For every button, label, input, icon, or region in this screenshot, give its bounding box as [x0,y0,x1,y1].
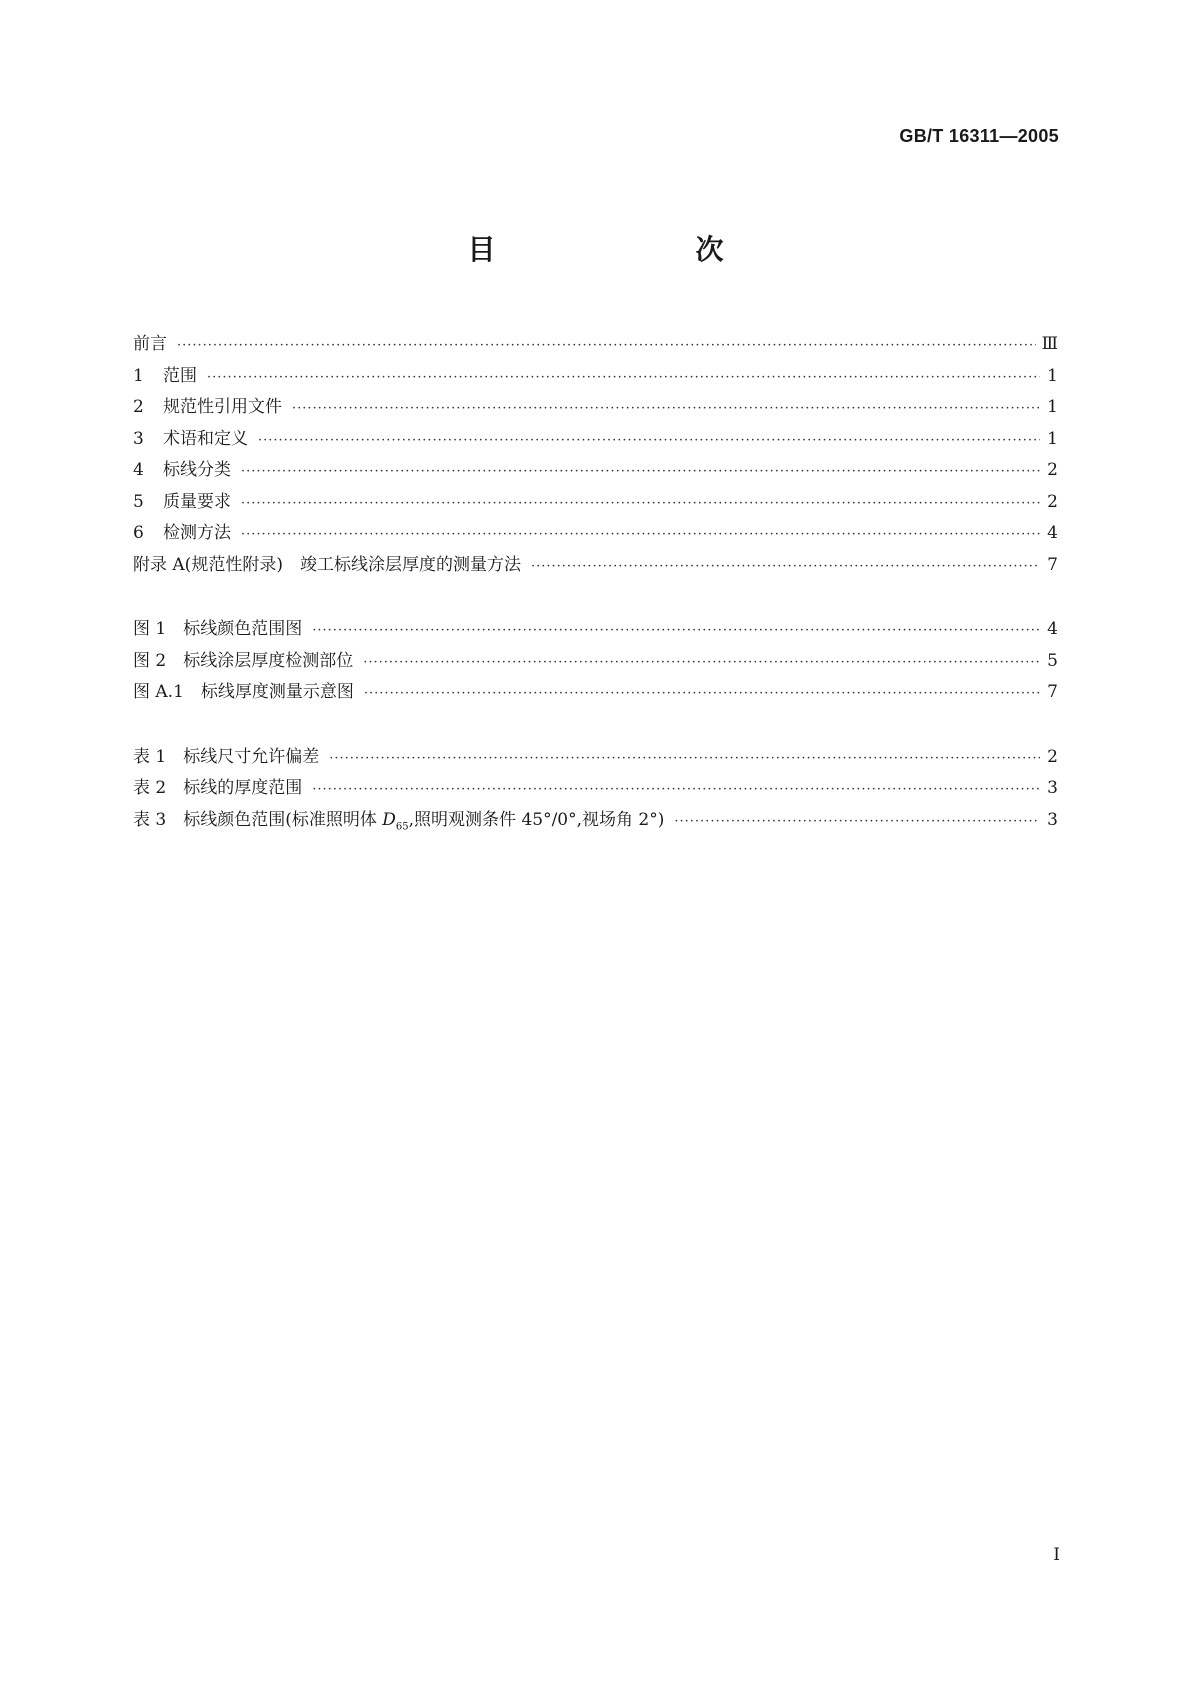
toc-entry-label: 6 检测方法 [133,523,231,543]
toc-entry-label: 图 2 标线涂层厚度检测部位 [133,650,354,671]
toc-entry-page: 1 [1047,397,1058,417]
toc-entry-table-2[interactable] [133,773,1058,805]
toc-entry-table-1[interactable] [133,742,1058,774]
toc-entry-label: 3 术语和定义 [133,428,248,449]
section-gap [133,709,1058,742]
toc-entry-page: 2 [1047,491,1058,512]
toc-entry-label: 表 2 标线的厚度范围 [133,778,303,798]
toc-entry-number: 5 [133,491,144,512]
toc-entry-page: 5 [1047,650,1058,671]
toc-entry-label: 表 1 标线尺寸允许偏差 [133,746,320,767]
toc-entry-number: 3 [133,428,144,449]
toc-leader-dots [177,338,1036,353]
toc-entry-page: 1 [1047,428,1058,449]
toc-entry-page: 1 [1047,365,1058,386]
toc-entry-page: 3 [1047,778,1058,798]
standard-code: GB/T 16311—2005 [899,126,1059,146]
toc-entry-number: 4 [133,460,144,480]
toc-leader-dots [241,496,1040,511]
toc-entry-classification[interactable] [133,455,1058,487]
toc-entry-foreword[interactable] [133,329,1058,361]
toc-entry-label: 附录 A(规范性附录) 竣工标线涂层厚度的测量方法 [133,554,521,575]
toc-entry-number: 1 [133,365,144,386]
toc-entry-label: 1 范围 [133,365,197,386]
toc-entry-test-methods[interactable] [133,518,1058,550]
toc-entry-page: 7 [1047,682,1058,702]
page-number: I [1053,1545,1060,1565]
toc-leader-dots [258,433,1040,448]
toc-entry-normative-references[interactable] [133,392,1058,424]
section-gap [133,581,1058,614]
toc-entry-label: 图 1 标线颜色范围图 [133,619,303,639]
toc-leader-dots [363,655,1040,670]
toc-entry-page: 3 [1047,809,1058,830]
toc-leader-dots [531,559,1040,574]
toc-entry-page: 4 [1047,523,1058,543]
page-title: 目 次 [467,233,772,266]
toc-entry-figure-1[interactable] [133,614,1058,646]
toc-leader-dots [312,623,1040,638]
toc-entry-quality-requirements[interactable] [133,487,1058,519]
toc-leader-dots [312,782,1040,797]
toc-leader-dots [292,401,1040,416]
illuminant-symbol: $D_{65}$ [382,809,409,832]
toc-entry-page: Ⅲ [1041,334,1058,354]
toc-entry-label: 前言 [133,334,167,354]
toc-entry-label: 表 3 标线颜色范围(标准照明体 $D_{65}$,照明观测条件 45°/0°,视场角 2°) [133,809,665,832]
toc-leader-dots [241,464,1040,479]
toc-leader-dots [329,751,1040,766]
toc-entry-page: 2 [1047,746,1058,767]
toc-entry-label: 4 标线分类 [133,460,231,480]
toc-leader-dots [674,814,1040,829]
toc-entry-page: 4 [1047,619,1058,639]
toc-entry-number: 2 [133,397,144,417]
toc-entry-figure-a1[interactable] [133,677,1058,709]
toc-entry-page: 7 [1047,554,1058,575]
table-of-contents [133,329,1058,836]
toc-entry-scope[interactable] [133,361,1058,393]
toc-entry-label: 图 A.1 标线厚度测量示意图 [133,682,354,702]
toc-entry-label: 5 质量要求 [133,491,231,512]
toc-leader-dots [241,527,1040,542]
toc-entry-figure-2[interactable] [133,646,1058,678]
toc-entry-page: 2 [1047,460,1058,480]
toc-entry-table-3[interactable] [133,805,1058,837]
toc-leader-dots [207,370,1040,385]
toc-leader-dots [364,686,1040,701]
toc-entry-label: 2 规范性引用文件 [133,397,282,417]
toc-entry-annex-a[interactable] [133,550,1058,582]
toc-entry-number: 6 [133,523,144,543]
toc-entry-terms-definitions[interactable] [133,424,1058,456]
